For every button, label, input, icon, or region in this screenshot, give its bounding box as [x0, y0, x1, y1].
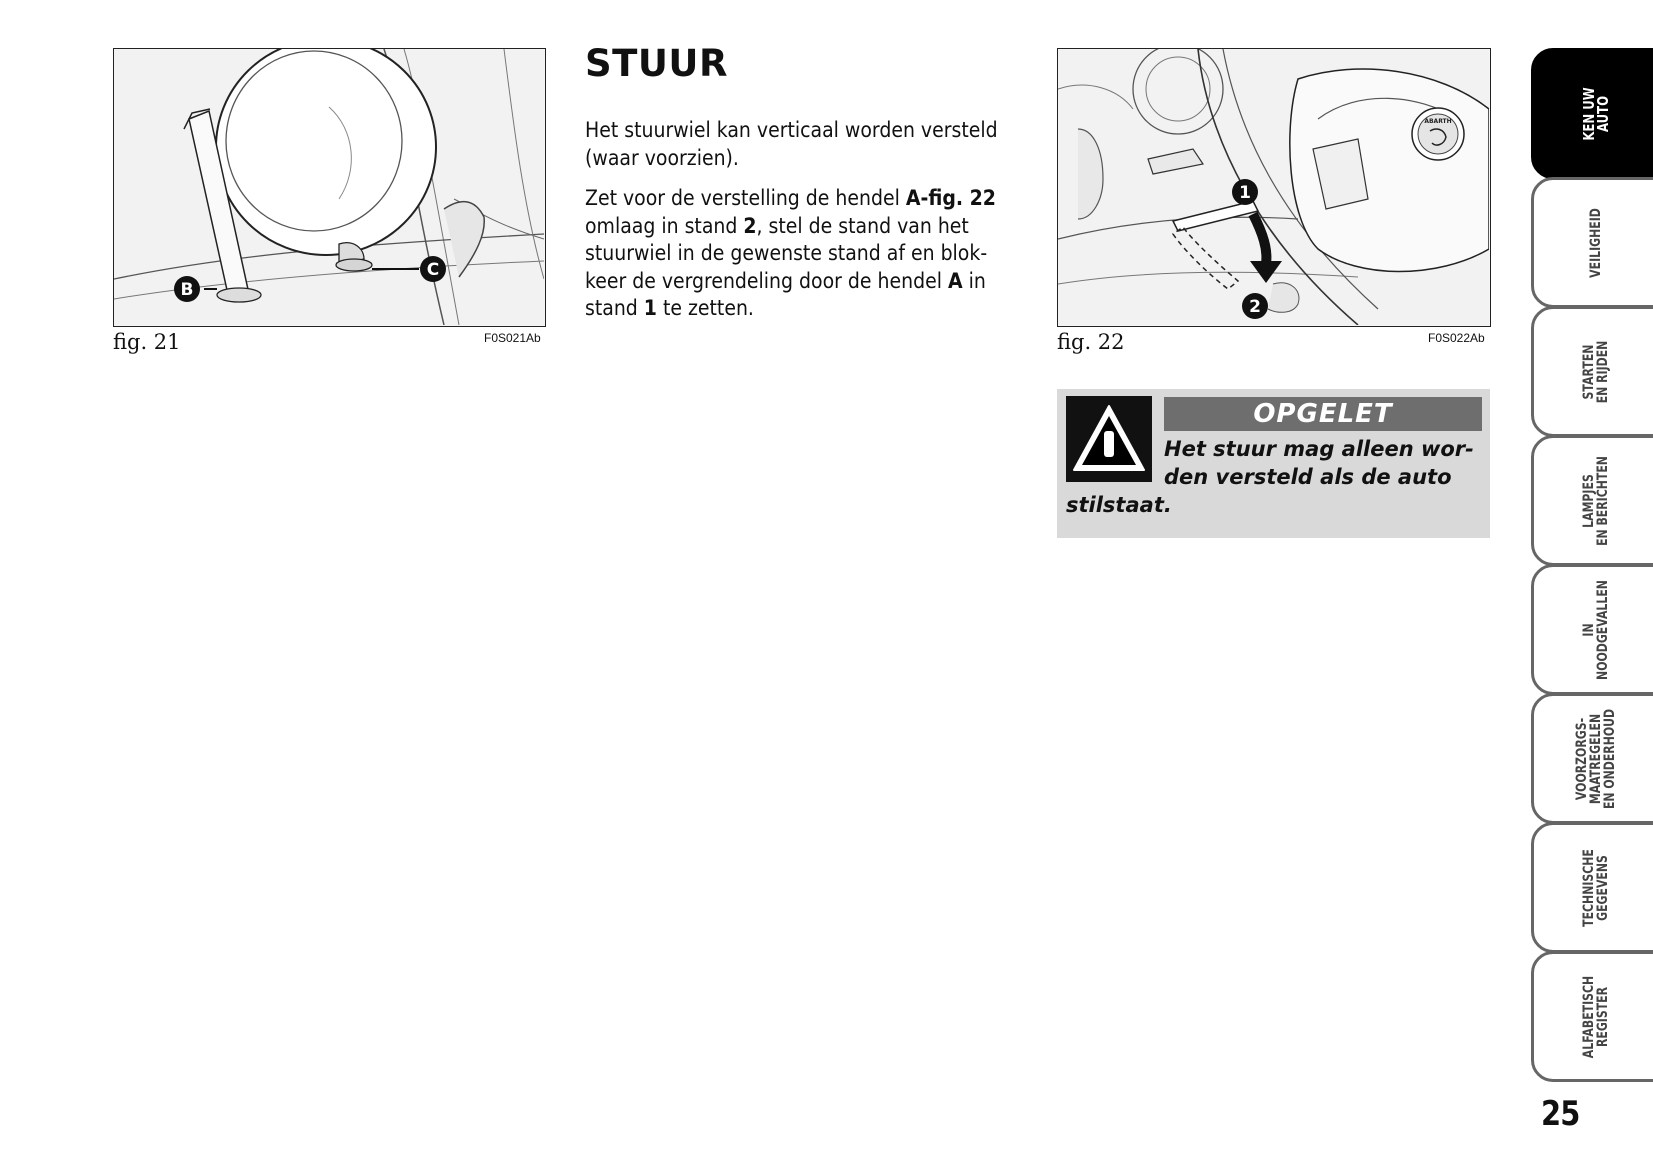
tab-label: TECHNISCHE GEGEVENS: [1581, 848, 1611, 927]
figure-21-code: F0S021Ab: [484, 331, 541, 345]
steering-lever-illustration: [1058, 49, 1489, 325]
figure-22-image: [1057, 48, 1491, 327]
tab-starten-en-rijden[interactable]: [1531, 306, 1653, 437]
tab-lampjes-en-berichten[interactable]: [1531, 435, 1653, 566]
figure-21-image: [113, 48, 546, 327]
tab-technische-gegevens[interactable]: [1531, 822, 1653, 953]
svg-text:C: C: [426, 260, 440, 280]
paragraph-1: Het stuurwiel kan verticaal worden versteld (waar voorzien).: [585, 118, 998, 170]
svg-text:ABARTH: ABARTH: [1424, 118, 1452, 125]
callout-c: [420, 256, 446, 282]
steering-column-illustration: [114, 49, 544, 325]
tab-label: IN NOODGEVALLEN: [1581, 579, 1611, 680]
warning-box: [1057, 389, 1490, 538]
abarth-emblem: [1412, 108, 1464, 160]
warning-title: OPGELET: [1164, 397, 1482, 431]
figure-22-caption: fig. 22: [1057, 330, 1125, 354]
figure-21-caption: fig. 21: [113, 330, 181, 354]
tab-ken-uw-auto[interactable]: [1531, 48, 1653, 179]
svg-text:1: 1: [1239, 183, 1251, 203]
tab-in-noodgevallen[interactable]: [1531, 564, 1653, 695]
tab-alfabetisch-register[interactable]: [1531, 951, 1653, 1082]
tab-veiligheid[interactable]: [1531, 177, 1653, 308]
tab-voorzorgsmaatregelen-en-onderhoud[interactable]: [1531, 693, 1653, 824]
callout-1: [1232, 179, 1258, 205]
paragraph-2: Zet voor de verstelling de hendel A-fig. 22 omlaag in stand 2, stel de stand van het stuurwiel in de gewenste stand af en blokkeer de vergrendeling door de hendel A in stand 1 te zetten.: [585, 186, 996, 320]
figure-22-code: F0S022Ab: [1428, 331, 1485, 345]
callout-2: [1242, 293, 1268, 319]
tab-label: STARTEN EN RIJDEN: [1581, 340, 1611, 403]
tab-label: LAMPJES EN BERICHTEN: [1581, 455, 1611, 546]
warning-text: Het stuur mag alleen worden versteld als de auto stilstaat.: [1066, 437, 1474, 517]
callout-b: [174, 276, 200, 302]
svg-text:2: 2: [1249, 297, 1261, 317]
page-number: 25: [1541, 1094, 1580, 1134]
tab-label: KEN UW AUTO: [1580, 86, 1612, 141]
tab-label: ALFABETISCH REGISTER: [1581, 975, 1611, 1058]
svg-text:B: B: [180, 280, 194, 300]
page-title: STUUR: [585, 42, 728, 85]
tab-label: VEILIGHEID: [1588, 207, 1604, 278]
tab-label: VOORZORGS- MAATREGELEN EN ONDERHOUD: [1574, 708, 1618, 809]
